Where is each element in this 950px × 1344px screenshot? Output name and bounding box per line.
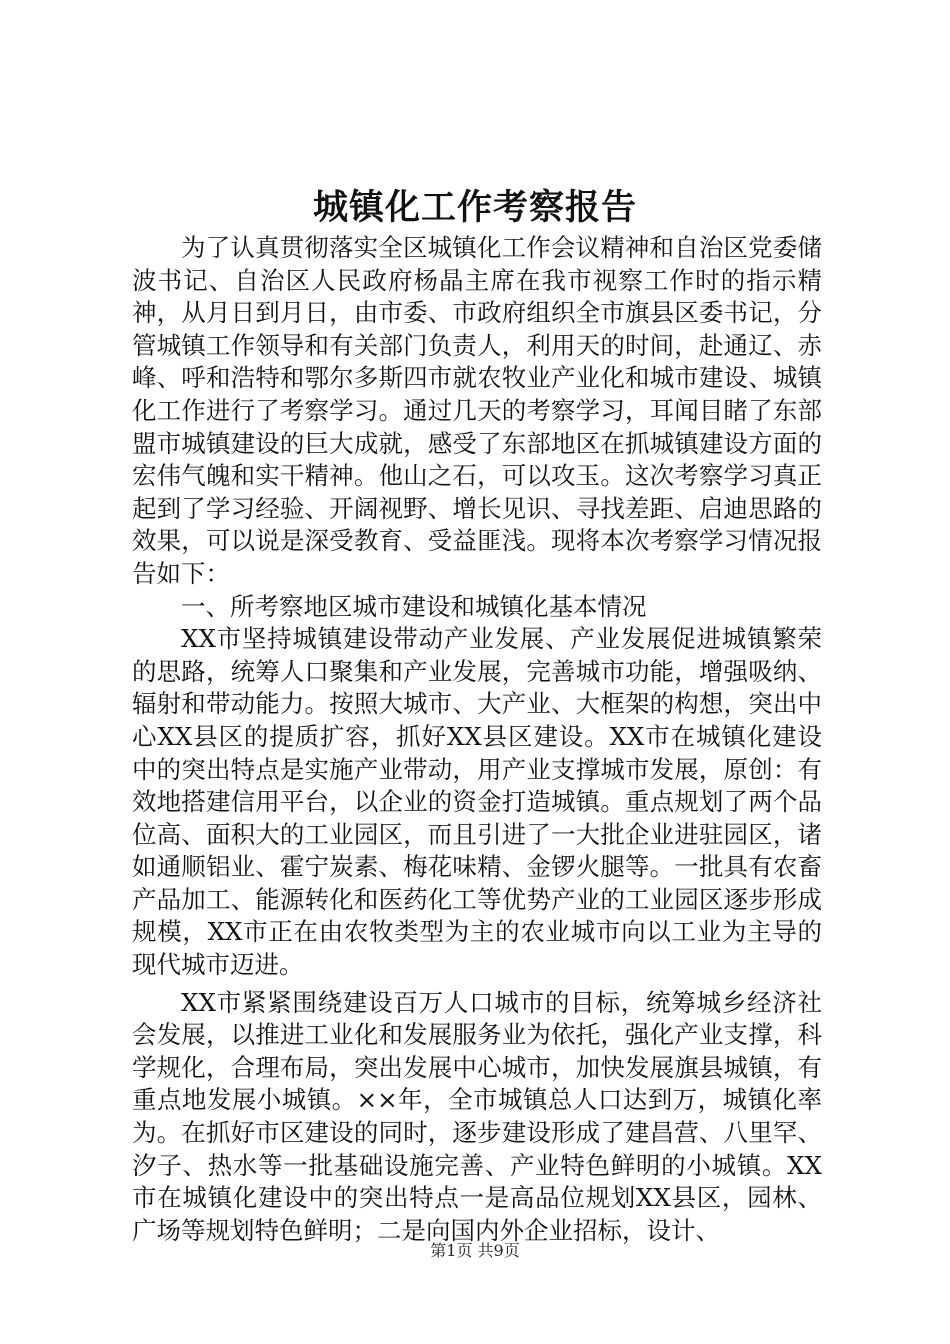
- section-heading: 一、所考察地区城市建设和城镇化基本情况: [181, 591, 647, 621]
- paragraph-intro: 为了认真贯彻落实全区城镇化工作会议精神和自治区党委储波书记、自治区人民政府杨晶主席在我市视察工作时的指示精神，从月日到月日，由市委、市政府组织全市旗县区委书记，分管城镇工作领导和有关部门负责人，利用天的时间，赴通辽、赤峰、呼和浩特和鄂尔多斯四市就农牧业产业化和城市建设、城镇化工作进行了考察学习。通过几天的考察学习，耳闻目睹了东部盟市城镇建设的巨大成就，感受了东部地区在抓城镇建设方面的宏伟气魄和实干精神。他山之石，可以攻玉。这次考察学习真正起到了学习经验、开阔视野、增长见识、寻找差距、启迪思路的效果，可以说是深受教育、受益匪浅。现将本次考察学习情况报告如下：: [132, 233, 822, 588]
- page-footer: 第1页 共9页: [430, 1241, 520, 1260]
- paragraph-city-two: XX市紧紧围绕建设百万人口城市的目标，统筹城乡经济社会发展，以推进工业化和发展服务业为依托，强化产业支撑，科学规化，合理布局，突出发展中心城市，加快发展旗县城镇，有重点地发展小城镇。××年，全市城镇总人口达到万，城镇化率为。在抓好市区建设的同时，逐步建设形成了建昌营、八里罕、汐子、热水等一批基础设施完善、产业特色鲜明的小城镇。XX市在城镇化建设中的突出特点一是高品位规划XX县区，园林、广场等规划特色鲜明；二是向国内外企业招标，设计、: [132, 987, 822, 1245]
- document-title: 城镇化工作考察报告: [312, 187, 637, 228]
- paragraph-city-one: XX市坚持城镇建设带动产业发展、产业发展促进城镇繁荣的思路，统筹人口聚集和产业发展，完善城市功能，增强吸纳、辐射和带动能力。按照大城市、大产业、大框架的构想，突出中心XX县区的提质扩容，抓好XX县区建设。XX市在城镇化建设中的突出特点是实施产业带动，用产业支撑城市发展，原创：有效地搭建信用平台，以企业的资金打造城镇。重点规划了两个品位高、面积大的工业园区，而且引进了一大批企业进驻园区，诸如通顺铝业、霍宁炭素、梅花味精、金锣火腿等。一批具有农畜产品加工、能源转化和医药化工等优势产业的工业园区逐步形成规模，XX市正在由农牧类型为主的农业城市向以工业为主导的现代城市迈进。: [132, 624, 822, 980]
- document-body: [132, 232, 822, 1247]
